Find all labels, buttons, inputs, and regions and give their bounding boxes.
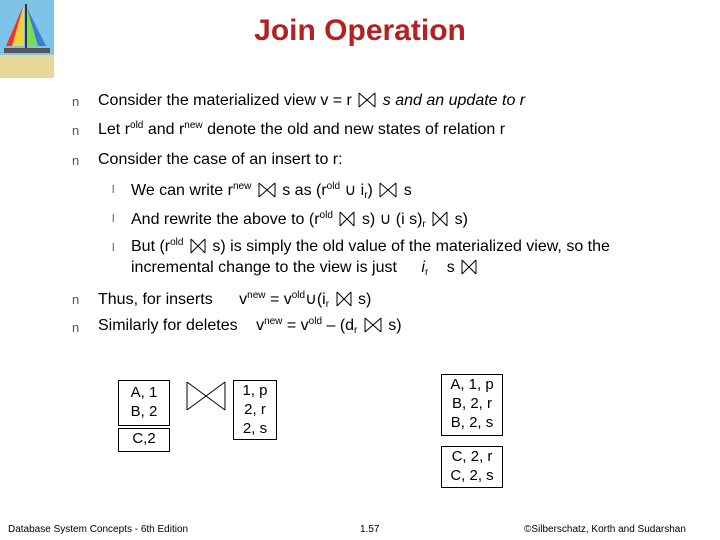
sub-bullet: l <box>112 184 115 196</box>
slide-title: Join Operation <box>254 14 466 47</box>
sub-bullet: l <box>112 242 115 254</box>
join-icon <box>461 259 477 275</box>
relation-r-table: A, 1 B, 2 <box>118 380 170 426</box>
item-similarly-deletes: Similarly for deletes $v^{new} = v^{old} - (d_r$ s) <box>98 316 402 336</box>
bullet: n <box>72 292 80 307</box>
join-icon <box>432 211 448 227</box>
result-view-table: A, 1, p B, 2, r B, 2, s <box>441 374 503 436</box>
relation-s-table: 1, p 2, r 2, s <box>233 380 277 440</box>
footer-copyright: ©Silberschatz, Korth and Sudarshan <box>524 524 686 535</box>
footer-edition: Database System Concepts - 6th Edition <box>8 524 189 535</box>
bullet: n <box>72 94 80 109</box>
relation-ir-table: C,2 <box>118 428 170 452</box>
join-icon <box>379 182 397 198</box>
join-icon <box>190 238 206 254</box>
item-insert-case: Consider the case of an insert to r: <box>98 151 343 168</box>
join-icon <box>339 211 355 227</box>
bullet: n <box>72 320 80 335</box>
sub-item-incremental-change: incremental change to the view is just $i_r$ s <box>131 259 479 277</box>
join-icon <box>258 182 276 198</box>
item-thus-inserts: Thus, for inserts $v^{new}$ = $v^{old}\cup(i_r$ s) <box>98 290 372 310</box>
bullet: n <box>72 123 80 138</box>
sub-item-rewrite: And rewrite the above to ($r^{old}$ s) ∪ (i $s)_r$ s) <box>131 210 468 230</box>
footer-page-number: 1.57 <box>360 524 380 535</box>
item-materialized-view: Consider the materialized view v = r s and an update to r <box>98 92 526 109</box>
sub-item-write-rnew: We can write $r^{new}$ s as ($r^{old}$ ∪ $i_r$) s <box>131 181 412 201</box>
incremental-change-table: C, 2, r C, 2, s <box>441 446 503 488</box>
join-icon <box>358 92 376 108</box>
sub-bullet: l <box>112 213 115 225</box>
bullet: n <box>72 153 80 168</box>
join-icon <box>364 317 382 333</box>
sub-item-old-value: But ($r^{old}$ s) is simply the old value of the materialized view, so the <box>131 237 610 255</box>
join-icon <box>186 381 226 411</box>
join-icon <box>336 291 352 307</box>
item-old-new-states: Let $r^{old}$ and $r^{new}$ denote the old and new states of relation r <box>98 120 506 138</box>
